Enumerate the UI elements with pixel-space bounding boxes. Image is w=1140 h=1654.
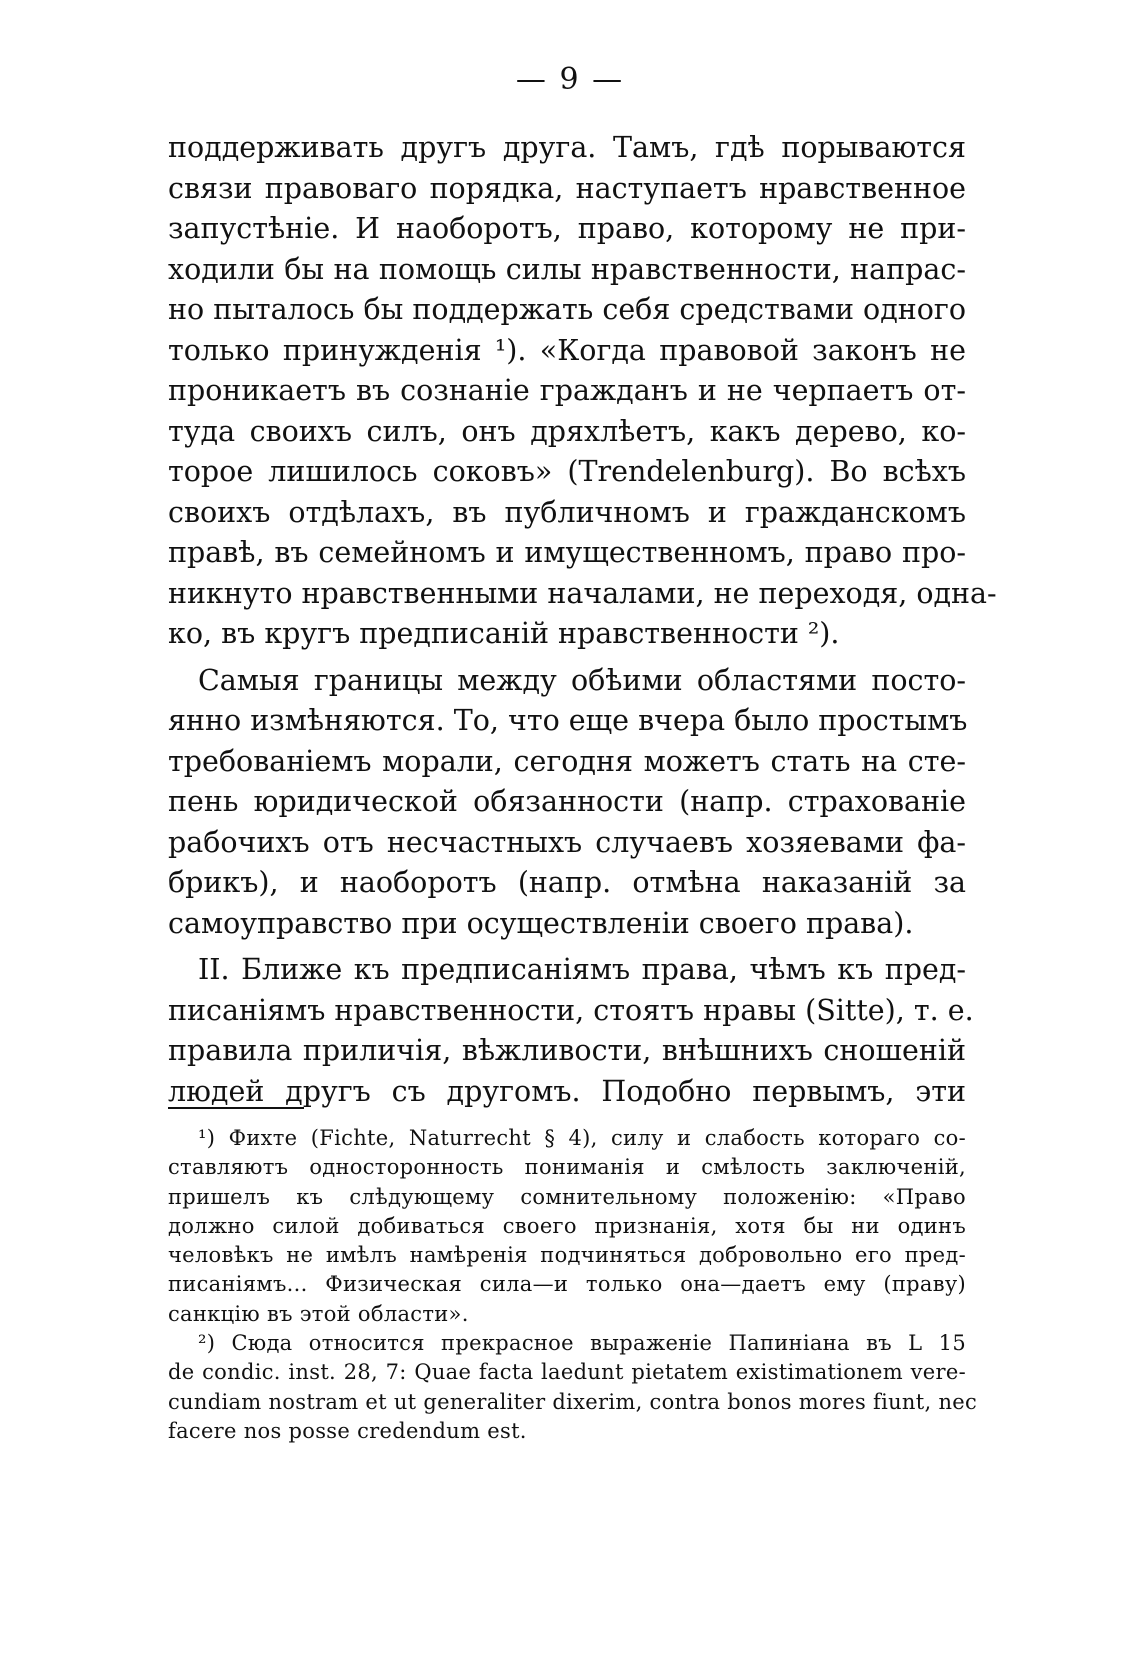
text-line: янно измѣняются. То, что еще вчера было простымъ — [168, 704, 968, 737]
footnote-line: de condic. inst. 28, 7: Quae facta laedunt pietatem existimationem vere- — [168, 1360, 966, 1385]
footnote-line: писаніямъ... Физическая сила—и только она—даетъ ему (праву) — [168, 1272, 966, 1297]
main-text — [168, 128, 997, 1112]
text-line: писаніямъ нравственности, стоятъ нравы (Sitte), т. е. — [168, 993, 974, 1027]
text-line: но пыталось бы поддержать себя средствами одного — [168, 293, 966, 326]
footnote-line: ²) Сюда относится прекрасное выраженіе Папиніана въ L 15 — [198, 1331, 966, 1356]
footnote-divider — [168, 1107, 304, 1109]
footnote-line: facere nos posse credendum est. — [168, 1418, 527, 1443]
text-line: правила приличія, вѣжливости, внѣшнихъ сношеній — [168, 1034, 966, 1067]
text-line: запустѣніе. И наоборотъ, право, которому не при- — [168, 212, 966, 245]
text-line: Самыя границы между обѣими областями посто- — [198, 663, 966, 697]
footnote-line: пришелъ къ слѣдующему сомнительному положенію: «Право — [168, 1184, 966, 1209]
text-line: ко, въ кругъ предписаній нравственности ²). — [168, 617, 840, 650]
text-line: ходили бы на помощь силы нравственности, напрас- — [168, 252, 966, 286]
text-line: брикъ), и наоборотъ (напр. отмѣна наказаній за — [168, 866, 966, 899]
text-line: проникаетъ въ сознаніе гражданъ и не черпаетъ от- — [168, 374, 966, 407]
text-line: связи правоваго порядка, наступаетъ нравственное — [168, 171, 966, 205]
text-line: туда своихъ силъ, онъ дряхлѣетъ, какъ дерево, ко- — [168, 414, 966, 448]
text-line: никнуто нравственными началами, не переходя, одна- — [168, 576, 997, 610]
footnote-line: cundiam nostram et ut generaliter dixerim, contra bonos mores fiunt, nec — [168, 1389, 978, 1414]
text-line: требованіемъ морали, сегодня можетъ стать на сте- — [168, 744, 966, 778]
text-line: торое лишилось соковъ» (Trendelenburg). Во всѣхъ — [168, 455, 966, 488]
footnote-line: санкцію въ этой области». — [168, 1301, 469, 1326]
text-line: только принужденія ¹). «Когда правовой законъ не — [168, 333, 966, 367]
text-line: поддерживать другъ друга. Тамъ, гдѣ порываются — [168, 131, 966, 164]
text-line: II. Ближе къ предписаніямъ права, чѣмъ къ пред- — [198, 953, 966, 986]
footnote-line: должно силой добиваться своего признанія, хотя бы ни одинъ — [168, 1213, 966, 1238]
footnotes — [168, 1124, 978, 1446]
text-line: правѣ, въ семейномъ и имущественномъ, право про- — [168, 536, 966, 569]
text-line: людей другъ съ другомъ. Подобно первымъ, эти — [168, 1074, 966, 1108]
footnote-line: человѣкъ не имѣлъ намѣренія подчиняться добровольно его пред- — [168, 1243, 966, 1268]
text-line: рабочихъ отъ несчастныхъ случаевъ хозяевами фа- — [168, 825, 966, 859]
text-line: пень юридической обязанности (напр. страхованіе — [168, 785, 966, 818]
text-line: своихъ отдѣлахъ, въ публичномъ и гражданскомъ — [168, 495, 966, 529]
text-line: самоуправство при осуществленіи своего права). — [168, 906, 914, 940]
footnote-line: ¹) Фихте (Fichte, Naturrecht § 4), силу и слабость котораго со- — [198, 1126, 966, 1150]
page-number: — 9 — — [515, 62, 625, 97]
footnote-line: ставляютъ односторонность пониманія и смѣлость заключеній, — [168, 1155, 966, 1180]
